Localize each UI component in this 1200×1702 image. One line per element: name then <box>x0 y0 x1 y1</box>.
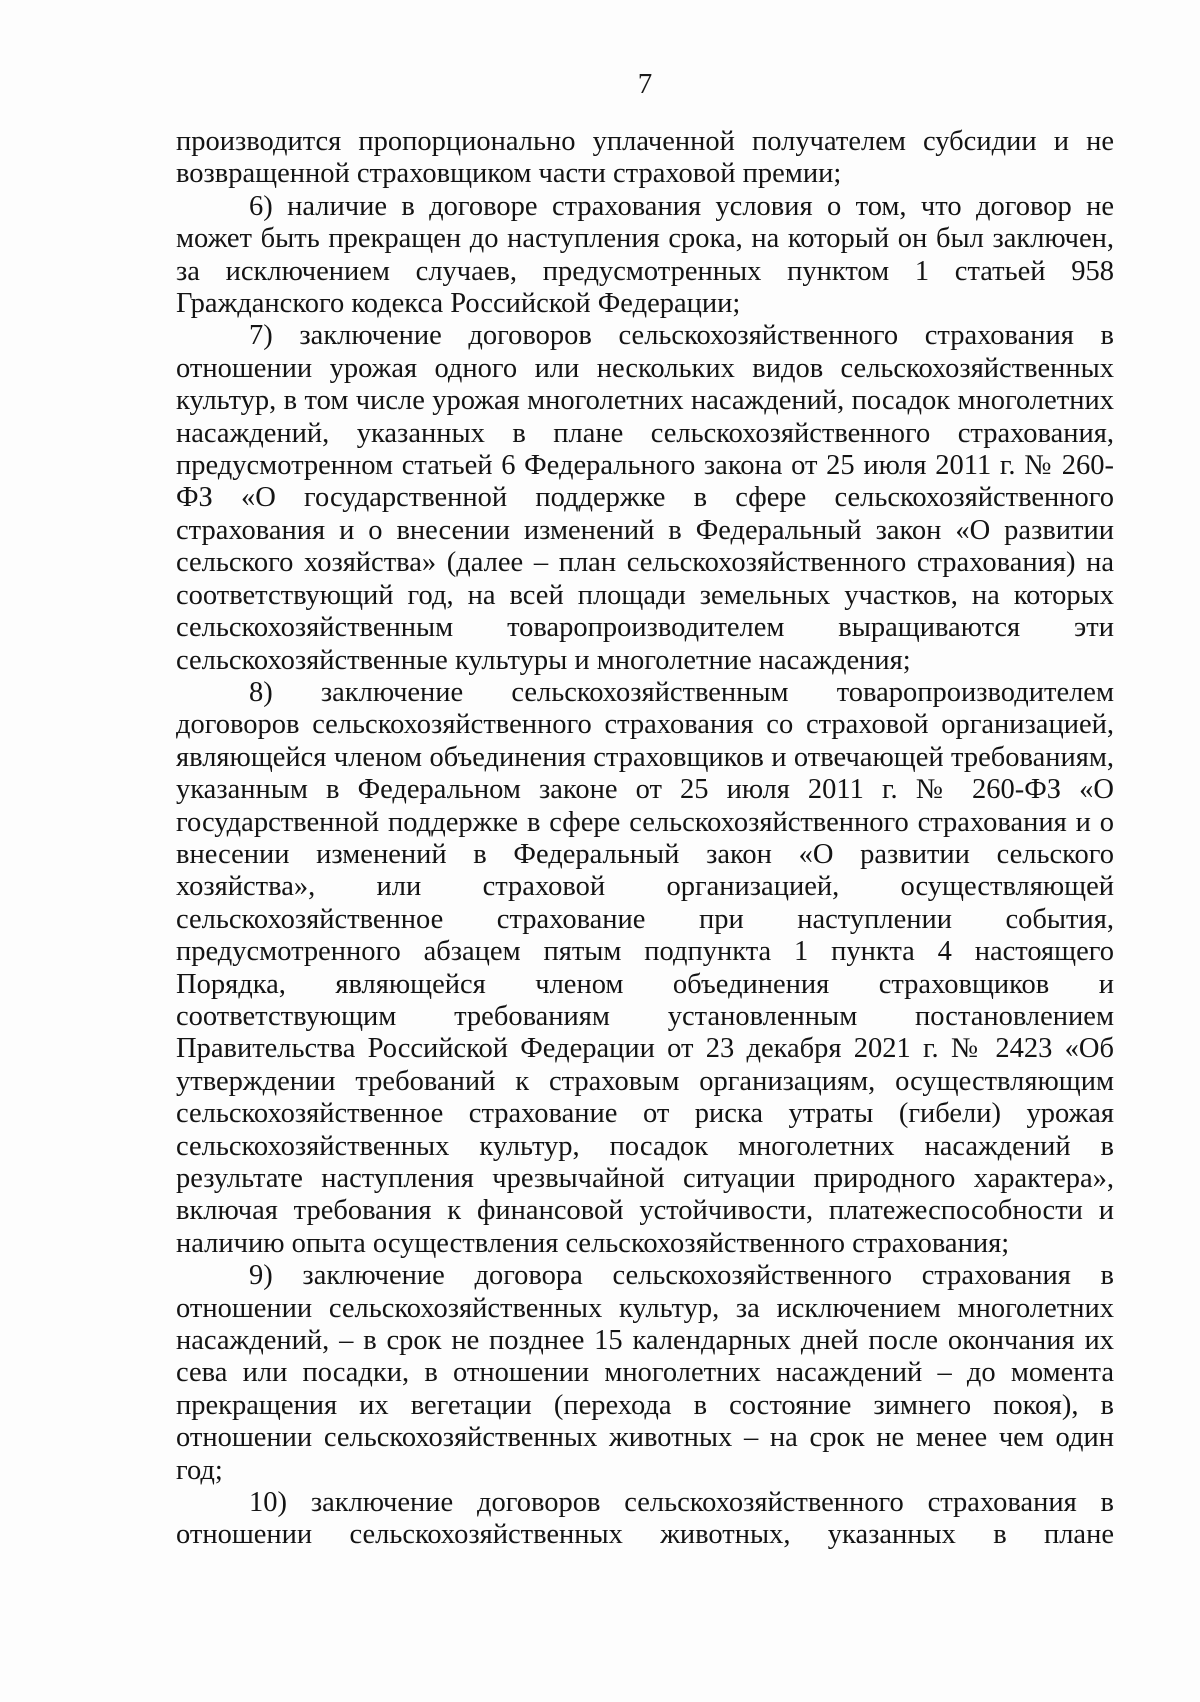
paragraph-item-8: 8) заключение сельскохозяйственным товаропроизводителем договоров сельскохозяйственного страхования со страховой организацией, являющейся членом объединения страховщиков и отвечающей требованиям, указанным в Федеральном законе от 25 июля 2011 г. № 260-ФЗ «О государственной поддержке в сфере сельскохозяйственного страхования и о внесении изменений в Федеральный закон «О развитии сельского хозяйства», или страховой организацией, осуществляющей сельскохозяйственное страхование при наступлении события, предусмотренного абзацем пятым подпункта 1 пункта 4 настоящего Порядка, являющейся членом объединения страховщиков и соответствующим требованиям установленным постановлением Правительства Российской Федерации от 23 декабря 2021 г. № 2423 «Об утверждении требований к страховым организациям, осуществляющим сельскохозяйственное страхование от риска утраты (гибели) урожая сельскохозяйственных культур, посадок многолетних насаждений в результате наступления чрезвычайной ситуации природного характера», включая требования к финансовой устойчивости, платежеспособности и наличию опыта осуществления сельскохозяйственного страхования; <box>176 676 1114 1259</box>
page-number: 7 <box>637 68 653 100</box>
document-body <box>176 126 1114 1552</box>
paragraph-item-10: 10) заключение договоров сельскохозяйственного страхования в отношении сельскохозяйственных животных, указанных в плане <box>176 1487 1114 1551</box>
paragraph-item-6: 6) наличие в договоре страхования условия о том, что договор не может быть прекращен до наступления срока, на который он был заключен, за исключением случаев, предусмотренных пунктом 1 статьей 958 Гражданского кодекса Российской Федерации; <box>176 190 1114 320</box>
paragraph-item-7: 7) заключение договоров сельскохозяйственного страхования в отношении урожая одного или нескольких видов сельскохозяйственных культур, в том числе урожая многолетних насаждений, посадок многолетних насаждений, указанных в плане сельскохозяйственного страхования, предусмотренном статьей 6 Федерального закона от 25 июля 2011 г. № 260-ФЗ «О государственной поддержке в сфере сельскохозяйственного страхования и о внесении изменений в Федеральный закон «О развитии сельского хозяйства» (далее – план сельскохозяйственного страхования) на соответствующий год, на всей площади земельных участков, на которых сельскохозяйственным товаропроизводителем выращиваются эти сельскохозяйственные культуры и многолетние насаждения; <box>176 320 1114 676</box>
paragraph-item-9: 9) заключение договора сельскохозяйственного страхования в отношении сельскохозяйственных культур, за исключением многолетних насаждений, – в срок не позднее 15 календарных дней после окончания их сева или посадки, в отношении многолетних насаждений – до момента прекращения их вегетации (перехода в состояние зимнего покоя), в отношении сельскохозяйственных животных – на срок не менее чем один год; <box>176 1260 1114 1486</box>
paragraph-continuation: производится пропорционально уплаченной получателем субсидии и не возвращенной страховщиком части страховой премии; <box>176 126 1114 190</box>
